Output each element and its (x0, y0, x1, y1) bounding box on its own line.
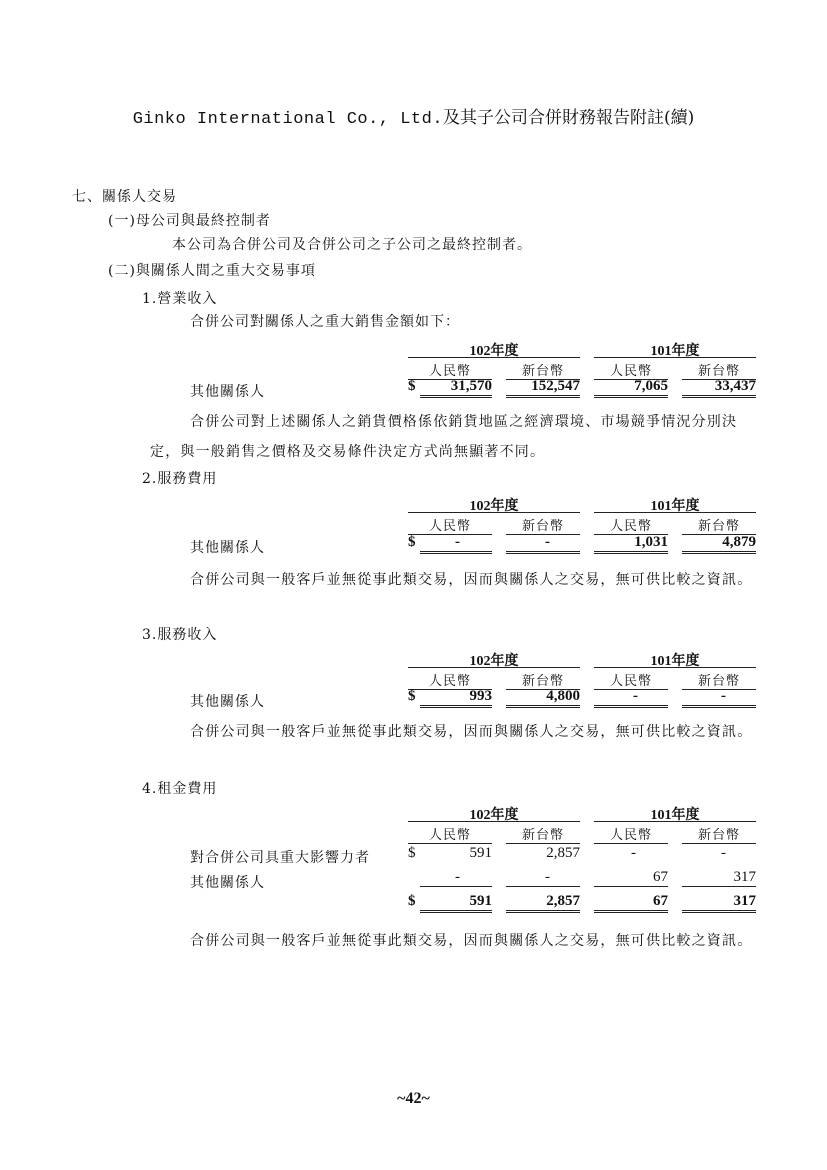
t4-row1-dollar: $ (408, 845, 416, 861)
t4-row2-rmb-102: - (420, 869, 492, 887)
t3-col-rmb-101: 人民幣 (594, 670, 668, 690)
t3-year-102-rule (408, 667, 580, 668)
t4-total-rmb-101: 67 (594, 893, 668, 913)
related-heading: (二)與關係人間之重大交易事項 (108, 263, 316, 279)
t2-year-102: 102年度 (469, 499, 519, 514)
t2-col-rmb-101: 人民幣 (594, 515, 668, 535)
t1-note: 合併公司對上述關係人之銷貨價格係依銷貨地區之經濟環境、市場競爭情況分別決定，與一般銷售之價格及交易條件決定方式尚無顯著不同。 (150, 414, 738, 460)
t2-value-ntd-101: 4,879 (682, 534, 756, 554)
t4-year-102: 102年度 (469, 808, 519, 823)
t2-heading: 2.服務費用 (142, 471, 218, 487)
t2-year-102-rule (408, 512, 580, 513)
t4-row1-ntd-102: 2,857 (546, 845, 580, 861)
t4-total-rmb-102: 591 (420, 893, 492, 913)
t4-year-101: 101年度 (650, 808, 700, 823)
t4-total-ntd-101: 317 (682, 893, 756, 913)
t4-row1-rmb-101: - (631, 845, 636, 861)
t2-note: 合併公司與一般客戶並無從事此類交易，因而與關係人之交易，無可供比較之資訊。 (190, 572, 753, 588)
page-title (0, 103, 827, 129)
t3-value-rmb-101: - (594, 688, 668, 708)
t1-col-rmb-102: 人民幣 (408, 360, 492, 380)
t4-col-ntd-101: 新台幣 (682, 824, 756, 844)
t4-year-102-rule (408, 821, 580, 822)
t2-year-101-rule (594, 512, 756, 513)
t4-year-101-rule (594, 821, 756, 822)
t4-row2-label: 其他關係人 (190, 875, 265, 891)
t4-row2-rmb-101: 67 (594, 869, 668, 887)
t2-col-ntd-102: 新台幣 (506, 515, 580, 535)
title-suffix: 及其子公司合併財務報告附註(續) (443, 108, 695, 128)
t3-value-ntd-102: 4,800 (506, 688, 580, 708)
t3-year-101: 101年度 (650, 654, 700, 669)
t4-col-ntd-102: 新台幣 (506, 824, 580, 844)
t1-year-102-rule (408, 357, 580, 358)
t2-col-ntd-101: 新台幣 (682, 515, 756, 535)
t1-col-ntd-102: 新台幣 (506, 360, 580, 380)
t2-col-rmb-102: 人民幣 (408, 515, 492, 535)
company-name: Ginko International Co., Ltd. (132, 110, 444, 129)
parent-heading: (一)母公司與最終控制者 (108, 213, 271, 229)
t4-row1-rmb-102: 591 (469, 845, 492, 861)
t2-dollar: $ (408, 534, 416, 550)
t1-year-101: 101年度 (650, 344, 700, 359)
t1-col-ntd-101: 新台幣 (682, 360, 756, 380)
t3-value-rmb-102: 993 (420, 688, 492, 708)
t3-col-ntd-101: 新台幣 (682, 670, 756, 690)
t2-row-label: 其他關係人 (190, 540, 265, 556)
t3-year-101-rule (594, 667, 756, 668)
t4-col-rmb-101: 人民幣 (594, 824, 668, 844)
t1-value-ntd-102: 152,547 (506, 378, 580, 398)
parent-text: 本公司為合併公司及合併公司之子公司之最終控制者。 (172, 237, 532, 253)
t1-value-ntd-101: 33,437 (682, 378, 756, 398)
t4-col-rmb-102: 人民幣 (408, 824, 492, 844)
t1-year-102: 102年度 (469, 344, 519, 359)
t1-value-rmb-102: 31,570 (420, 378, 492, 398)
t4-heading: 4.租金費用 (142, 781, 218, 797)
t2-value-rmb-102: - (420, 534, 492, 554)
t1-value-rmb-101: 7,065 (594, 378, 668, 398)
t4-row2-ntd-102: - (506, 869, 580, 887)
t1-col-rmb-101: 人民幣 (594, 360, 668, 380)
t3-row-label: 其他關係人 (190, 694, 265, 710)
t3-dollar: $ (408, 688, 416, 704)
t3-heading: 3.服務收入 (142, 627, 218, 643)
t1-row-label: 其他關係人 (190, 384, 265, 400)
page-number: ~42~ (397, 1090, 430, 1107)
t3-col-rmb-102: 人民幣 (408, 670, 492, 690)
t1-dollar: $ (408, 378, 416, 394)
t1-heading: 1.營業收入 (142, 291, 218, 307)
t3-note: 合併公司與一般客戶並無從事此類交易，因而與關係人之交易，無可供比較之資訊。 (190, 724, 753, 740)
t1-intro: 合併公司對關係人之重大銷售金額如下： (190, 314, 460, 330)
t4-note: 合併公司與一般客戶並無從事此類交易，因而與關係人之交易，無可供比較之資訊。 (190, 933, 753, 949)
t2-year-101: 101年度 (650, 499, 700, 514)
t4-row1-ntd-101: - (721, 845, 726, 861)
t3-year-102: 102年度 (469, 654, 519, 669)
section-heading: 七、關係人交易 (72, 189, 177, 205)
t4-row1-label: 對合併公司具重大影響力者 (190, 850, 370, 866)
t4-total-dollar: $ (408, 893, 416, 909)
t3-col-ntd-102: 新台幣 (506, 670, 580, 690)
t2-value-rmb-101: 1,031 (594, 534, 668, 554)
t3-value-ntd-101: - (682, 688, 756, 708)
t1-year-101-rule (594, 357, 756, 358)
t4-total-ntd-102: 2,857 (506, 893, 580, 913)
t4-row2-ntd-101: 317 (682, 869, 756, 887)
t2-value-ntd-102: - (506, 534, 580, 554)
